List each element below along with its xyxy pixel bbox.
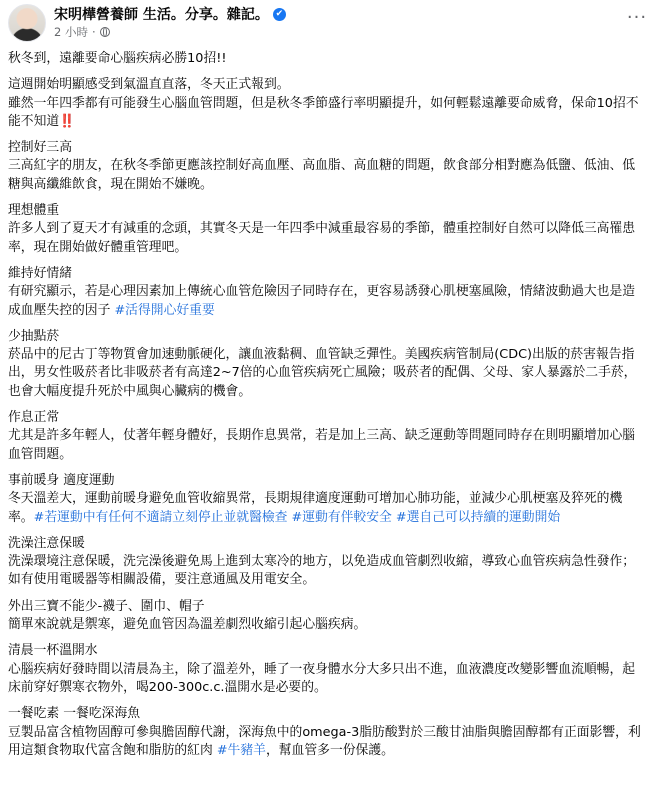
section-title-8: 外出三寶不能少-襪子、圍巾、帽子 <box>8 598 205 614</box>
intro-paragraph-1: 這週開始明顯感受到氣溫直直落，冬天正式報到。 <box>8 77 290 93</box>
post-body <box>8 50 647 760</box>
section-title-6: 事前暖身 適度運動 <box>8 472 115 488</box>
hashtag-link[interactable]: #活得開心好重要 <box>114 302 215 318</box>
hashtag-link[interactable]: #牛豬羊 <box>216 742 266 758</box>
section-body-7: 洗澡環境注意保暖，洗完澡後避免馬上進到太寒冷的地方，以免造成血管劇烈收縮，導致心血管疾病急性發作；如有使用電暖器等相關設備，要注意通風及用電安全。 <box>8 554 636 588</box>
more-options-button[interactable]: ··· <box>626 7 648 28</box>
section-body-3 <box>8 283 647 320</box>
globe-icon <box>100 27 110 37</box>
section-title-2: 理想體重 <box>8 203 60 219</box>
meta-separator: · <box>91 25 96 39</box>
section-title-10: 一餐吃素 一餐吃深海魚 <box>8 706 141 722</box>
intro-paragraph-2 <box>8 95 647 132</box>
section-title-3: 維持好情緒 <box>8 265 72 281</box>
author-name[interactable]: 宋明樺營養師 生活。分享。雜記。 <box>54 7 269 23</box>
section-body-8: 簡單來說就是禦寒，避免血管因為溫差劇烈收縮引起心腦疾病。 <box>8 617 367 633</box>
section-body-2: 許多人到了夏天才有減重的念頭，其實冬天是一年四季中減重最容易的季節，體重控制好自然可以降低三高罹患率，現在開始做好體重管理吧。 <box>8 221 636 255</box>
author-avatar[interactable] <box>8 4 46 42</box>
post-meta <box>54 24 110 40</box>
verified-badge-icon: ✔ <box>273 8 286 21</box>
section-title-5: 作息正常 <box>8 410 60 426</box>
section-title-7: 洗澡注意保暖 <box>8 535 85 551</box>
section-body-6 <box>8 490 647 527</box>
post-header <box>0 0 663 46</box>
section-tail-10: ，幫血管多一份保護。 <box>265 742 394 758</box>
section-text-10: 豆製品富含植物固醇可參與膽固醇代謝，深海魚中的omega-3脂肪酸對於三酸甘油脂與膽固醇都有正面影響，利用這類食物取代富含飽和脂肪的紅肉 <box>8 724 641 758</box>
section-body-1: 三高紅字的朋友，在秋冬季節更應該控制好高血壓、高血脂、高血糖的問題，飲食部分相對應為低鹽、低油、低糖與高纖維飲食，現在開始不嫌晚。 <box>8 158 636 192</box>
section-title-4: 少抽點菸 <box>8 328 60 344</box>
intro-text: 雖然一年四季都有可能發生心腦血管問題，但是秋冬季節盛行率明顯提升，如何輕鬆遠離要命威脅，保命10招不能不知道 <box>8 95 639 129</box>
post-time[interactable]: 2 小時 <box>54 25 88 39</box>
section-body-9: 心腦疾病好發時間以清晨為主，除了溫差外，睡了一夜身體水分大多只出不進，血液濃度改變影響血流順暢，起床前穿好禦寒衣物外，喝200-300c.c.溫開水是必要的。 <box>8 661 636 695</box>
hashtag-links[interactable]: #若運動中有任何不適請立刻停止並就醫檢查 #運動有伴較安全 #選自己可以持續的運動開始 <box>33 509 561 525</box>
double-exclamation-icon: ‼️ <box>59 113 76 129</box>
section-body-4: 菸品中的尼古丁等物質會加速動脈硬化，讓血液黏稠、血管缺乏彈性。美國疾病管制局(CDC)出版的菸害報告指出，男女性吸菸者比非吸菸者有高達2~7倍的心血管疾病死亡風險；吸菸者的配偶、父母、家人暴露於二手菸，也會大幅度提升死於中風與心臟病的機會。 <box>8 347 637 399</box>
section-body-10 <box>8 724 647 761</box>
section-title-9: 清晨一杯溫開水 <box>8 643 98 659</box>
section-title-1: 控制好三高 <box>8 140 72 156</box>
section-text-6: 冬天溫差大，運動前暖身避免血管收縮異常，長期規律適度運動可增加心肺功能，並減少心肌梗塞及猝死的機率。 <box>8 491 623 525</box>
post-title: 秋冬到，遠離要命心腦疾病必勝10招!! <box>8 51 227 66</box>
author-line <box>54 4 286 24</box>
section-body-5: 尤其是許多年輕人，仗著年輕身體好，長期作息異常，若是加上三高、缺乏運動等問題同時存在則明顯增加心腦血管問題。 <box>8 428 636 462</box>
section-text-3: 有研究顯示，若是心理因素加上傳統心血管危險因子同時存在，更容易誘發心肌梗塞風險，情緒波動過大也是造成血壓失控的因子 <box>8 284 636 318</box>
